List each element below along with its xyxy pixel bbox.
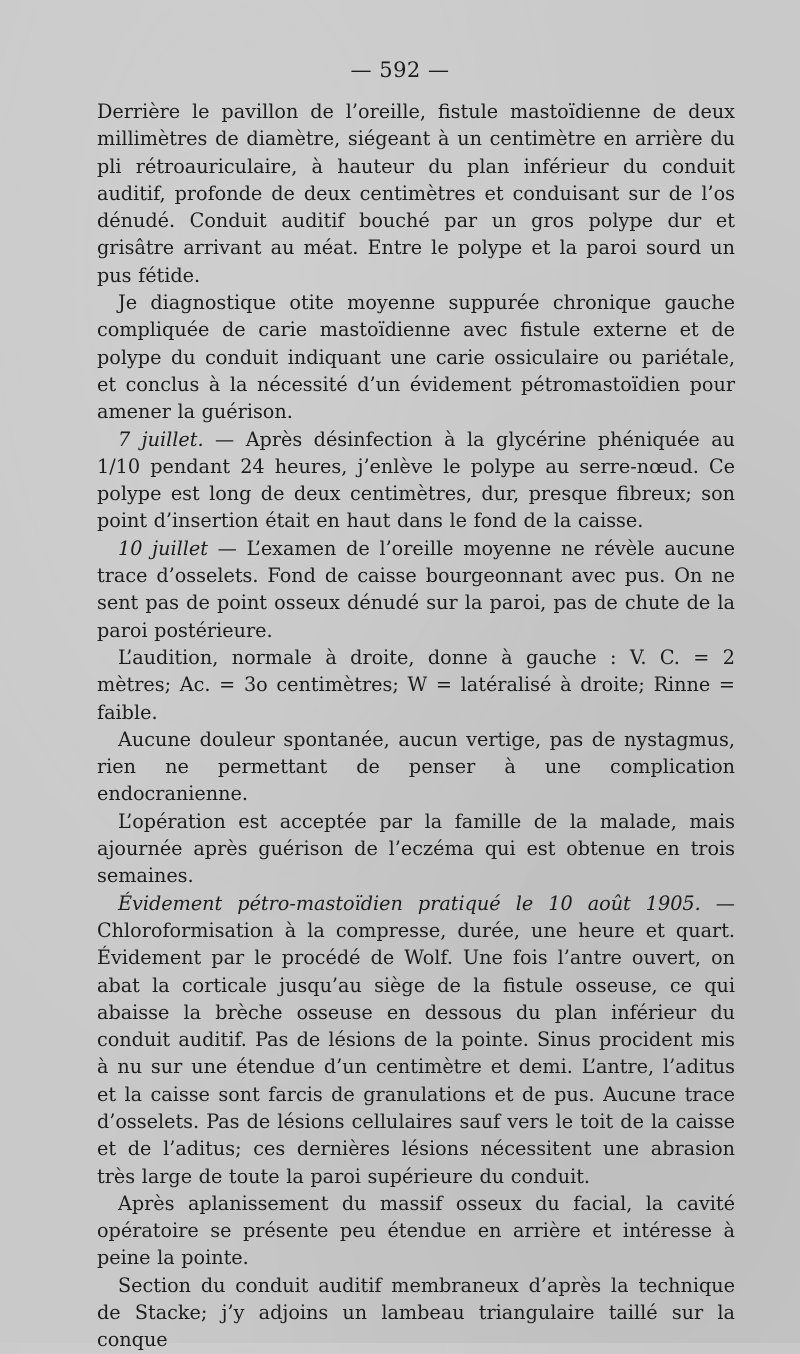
paragraph-text: Je diagnostique otite moyenne suppurée chronique gauche compliquée de carie mastoïdienne avec fistule externe et de polype du conduit indiquant une carie ossiculaire ou pariétale, et conclus à la nécessité d’un évidement pétromastoïdien pour amener la guérison. bbox=[97, 291, 735, 424]
paragraph-2 bbox=[97, 289, 735, 425]
paragraph-lead: 10 juillet bbox=[118, 536, 208, 560]
paragraph-text: L’audition, normale à droite, donne à gauche : V. C. = 2 mètres; Ac. = 3o centimètres; W = latéralisé à droite; Rinne = faible. bbox=[97, 645, 735, 724]
paragraph-text: L’opération est acceptée par la famille de la malade, mais ajournée après guérison de l’eczéma qui est obtenue en trois semaines. bbox=[97, 809, 735, 888]
paragraph-text: — Après désinfection à la glycérine phéniquée au 1/10 pendant 24 heures, j’enlève le polype au serre-nœud. Ce polype est long de deux centimètres, dur, presque fibreux; son point d’insertion était en haut dans le fond de la caisse. bbox=[97, 427, 735, 533]
paragraph-1 bbox=[97, 98, 735, 289]
paragraph-text: — L’examen de l’oreille moyenne ne révèle aucune trace d’osselets. Fond de caisse bourgeonnant avec pus. On ne sent pas de point osseux dénudé sur la paroi, pas de chute de la paroi postérieure. bbox=[97, 536, 735, 642]
page-number: — 592 — bbox=[350, 58, 450, 82]
paragraph-4 bbox=[97, 535, 735, 644]
paragraph-3 bbox=[97, 426, 735, 535]
paragraph-text: Derrière le pavillon de l’oreille, fistule mastoïdienne de deux millimètres de diamètre, siégeant à un centimètre en arrière du pli rétroauriculaire, à hauteur du plan inférieur du conduit auditif, profonde de deux centimètres et conduisant sur de l’os dénudé. Conduit auditif bouché par un gros polype dur et grisâtre arrivant au méat. Entre le polype et la paroi sourd un pus fétide. bbox=[97, 100, 735, 287]
paragraph-lead: Évidement pétro-mastoïdien pratiqué le 10 août 1905. bbox=[118, 891, 701, 915]
paragraph-text: Section du conduit auditif membraneux d’après la technique de Stacke; j’y adjoins un lambeau triangulaire taillé sur la conque bbox=[97, 1273, 735, 1352]
paragraph-5 bbox=[97, 644, 735, 726]
paragraph-lead: 7 juillet. bbox=[118, 427, 204, 451]
paragraph-9 bbox=[97, 1190, 735, 1272]
paragraph-text: Après aplanissement du massif osseux du facial, la cavité opératoire se présente peu étendue en arrière et intéresse à peine la pointe. bbox=[97, 1191, 735, 1270]
paragraph-10 bbox=[97, 1272, 735, 1354]
text-body bbox=[97, 98, 735, 1354]
paragraph-8 bbox=[97, 890, 735, 1190]
paragraph-text: — Chloroformisation à la compresse, durée, une heure et quart. Évidement par le procédé de Wolf. Une fois l’antre ouvert, on abat la corticale jusqu’au siège de la fistule osseuse, ce qui abaisse la brèche osseuse en dessous du plan inférieur du conduit auditif. Pas de lésions de la pointe. Sinus procident mis à nu sur une étendue d’un centimètre et demi. L’antre, l’aditus et la caisse sont farcis de granulations et de pus. Aucune trace d’osselets. Pas de lésions cellulaires sauf vers le toit de la caisse et de l’aditus; ces dernières lésions nécessitent une abrasion très large de toute la paroi supérieure du conduit. bbox=[97, 891, 735, 1188]
paragraph-text: Aucune douleur spontanée, aucun vertige, pas de nystagmus, rien ne permettant de penser à une complication endocranienne. bbox=[97, 727, 735, 806]
paragraph-6 bbox=[97, 726, 735, 808]
paragraph-7 bbox=[97, 808, 735, 890]
